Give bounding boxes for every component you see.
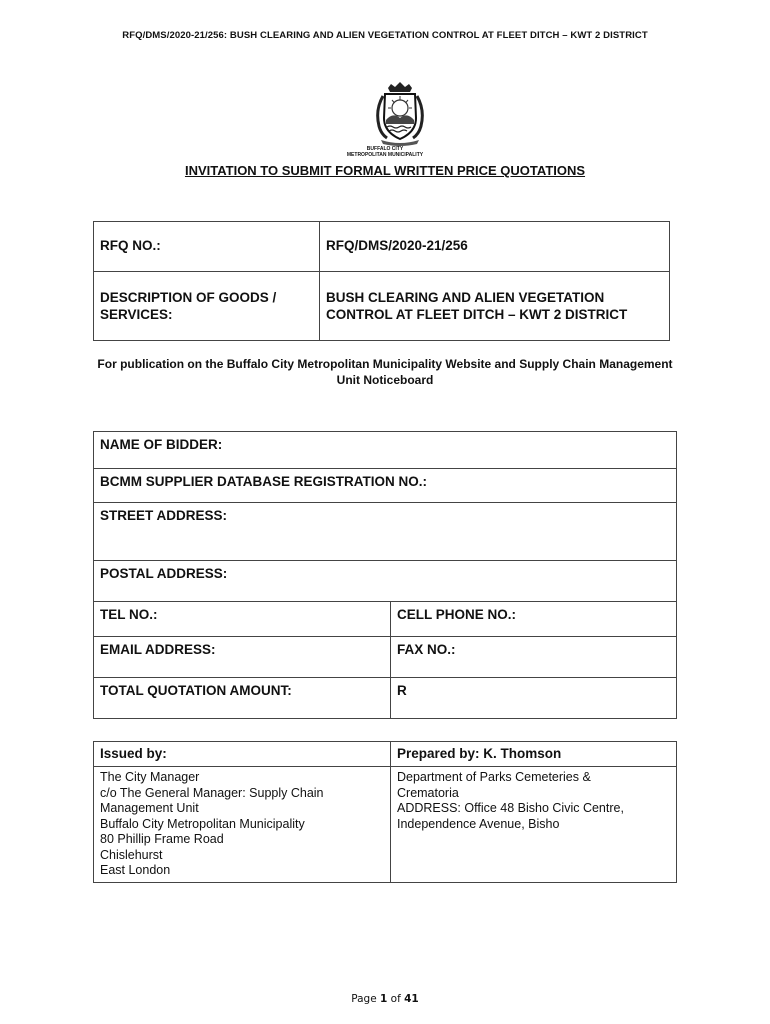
- email-field[interactable]: EMAIL ADDRESS:: [94, 637, 391, 678]
- prepared-by-line: ADDRESS: Office 48 Bisho Civic Centre,: [397, 801, 624, 815]
- logo-caption-line1: BUFFALO CITY: [366, 146, 404, 152]
- running-header: RFQ/DMS/2020-21/256: BUSH CLEARING AND ALIEN VEGETATION CONTROL AT FLEET DITCH – KWT 2 DISTRICT: [122, 30, 648, 41]
- rfq-description-row: [94, 272, 670, 341]
- of-word: of: [390, 993, 401, 1005]
- prepared-by-heading: Prepared by: K. Thomson: [391, 742, 677, 767]
- issued-by-line: 80 Phillip Frame Road: [100, 832, 224, 846]
- issued-by-heading: Issued by:: [94, 742, 391, 767]
- issued-by-line: East London: [100, 863, 171, 877]
- total-amount-field[interactable]: R: [391, 678, 677, 719]
- bidder-email-row: [94, 637, 677, 678]
- issuer-table: [93, 741, 677, 883]
- street-address-field[interactable]: STREET ADDRESS:: [94, 503, 677, 561]
- prepared-by-line: Department of Parks Cemeteries &: [397, 770, 591, 784]
- issued-by-line: Chislehurst: [100, 847, 163, 862]
- fax-field[interactable]: FAX NO.:: [391, 637, 677, 678]
- rfq-number-value: RFQ/DMS/2020-21/256: [320, 222, 670, 272]
- prepared-by-line: Crematoria: [397, 785, 459, 800]
- logo-caption-line2: METROPOLITAN MUNICIPALITY: [346, 152, 424, 158]
- issued-by-line: The City Manager: [100, 770, 200, 784]
- total-pages: 41: [404, 993, 419, 1005]
- page-number: 1: [380, 993, 388, 1005]
- prepared-by-line: Independence Avenue, Bisho: [397, 816, 560, 831]
- bidder-details-table: [93, 431, 677, 719]
- rfq-details-table: [93, 221, 670, 341]
- publication-note: For publication on the Buffalo City Metropolitan Municipality Website and Supply Chain Management Unit Noticeboard: [97, 357, 673, 387]
- page-footer: [0, 993, 770, 1005]
- page-word: Page: [351, 993, 377, 1005]
- issued-by-address: [94, 767, 391, 883]
- logo-caption: [330, 146, 440, 158]
- postal-address-field[interactable]: POSTAL ADDRESS:: [94, 561, 677, 602]
- supplier-registration-field[interactable]: BCMM SUPPLIER DATABASE REGISTRATION NO.:: [94, 469, 677, 503]
- bidder-street-row: [94, 503, 677, 561]
- bidder-total-row: [94, 678, 677, 719]
- rfq-description-value: BUSH CLEARING AND ALIEN VEGETATION CONTROL AT FLEET DITCH – KWT 2 DISTRICT: [320, 272, 670, 341]
- bidder-postal-row: [94, 561, 677, 602]
- bidder-name-field[interactable]: NAME OF BIDDER:: [94, 432, 677, 469]
- document-title: INVITATION TO SUBMIT FORMAL WRITTEN PRICE QUOTATIONS: [184, 163, 586, 178]
- issuer-heading-row: [94, 742, 677, 767]
- tel-field[interactable]: TEL NO.:: [94, 602, 391, 637]
- issued-by-line: c/o The General Manager: Supply Chain: [100, 785, 324, 800]
- rfq-number-label: RFQ NO.:: [94, 222, 320, 272]
- rfq-number-row: [94, 222, 670, 272]
- issued-by-line: Management Unit: [100, 801, 199, 815]
- rfq-description-label: DESCRIPTION OF GOODS / SERVICES:: [94, 272, 320, 341]
- issued-by-line: Buffalo City Metropolitan Municipality: [100, 816, 305, 831]
- issuer-details-row: [94, 767, 677, 883]
- prepared-by-address: [391, 767, 677, 883]
- total-quotation-field[interactable]: TOTAL QUOTATION AMOUNT:: [94, 678, 391, 719]
- bidder-phone-row: [94, 602, 677, 637]
- bidder-name-row: [94, 432, 677, 469]
- bidder-registration-row: [94, 469, 677, 503]
- cell-phone-field[interactable]: CELL PHONE NO.:: [391, 602, 677, 637]
